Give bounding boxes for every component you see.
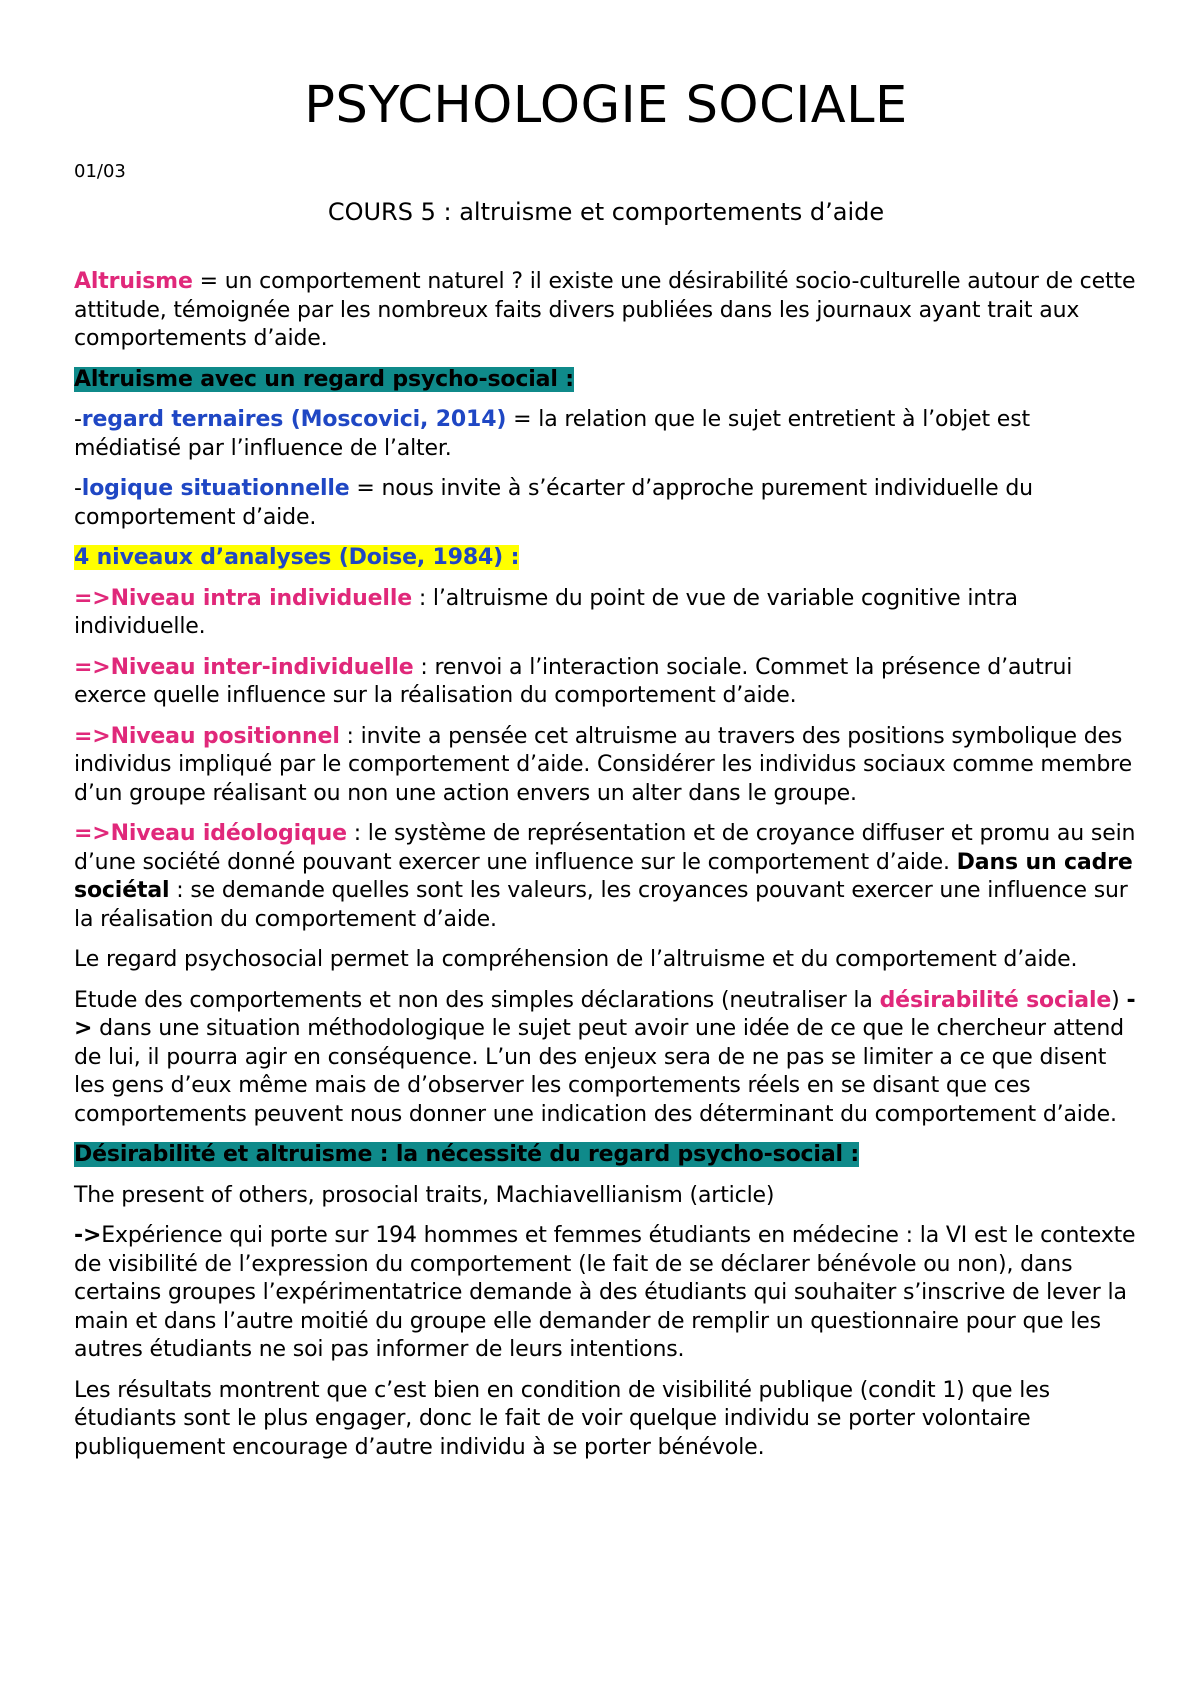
paragraph-logique-situationnelle: [74, 475, 1138, 532]
bold-phrase: Dans un cadre sociétal: [74, 849, 1133, 903]
paragraph-text: ): [1111, 987, 1127, 1013]
document-page: [74, 72, 1138, 1474]
term-desirabilite-sociale: désirabilité sociale: [879, 987, 1112, 1013]
dash: -: [74, 476, 82, 501]
term-regard-ternaires: regard ternaires (Moscovici, 2014): [81, 407, 507, 432]
paragraph-etude-comportements: [74, 987, 1138, 1130]
level-text: : invite a pensée cet altruisme au travers des positions symbolique des individus impliqué par le comportement d’aide. Considérer les individus sociaux comme membre d’un groupe réalisant ou non une action envers un alter dans le groupe.: [74, 723, 1132, 806]
paragraph-text: Expérience qui porte sur 194 hommes et femmes étudiants en médecine : la VI est le contexte de visibilité de l’expression du comportement (le fait de se déclarer bénévole ou non), dans certains groupes l’expérimentatrice demande à des étudiants qui souhaiter s’inscrive de lever la main et dans l’autre moitié du groupe elle demander de remplir un questionnaire pour que les autres étudiants ne soi pas informer de leurs intentions.: [74, 1223, 1136, 1362]
lecture-date: 01/03: [74, 161, 126, 182]
course-subtitle: COURS 5 : altruisme et comportements d’aide: [327, 198, 885, 226]
paragraph-text: = un comportement naturel ? il existe une désirabilité socio-culturelle autour de cette attitude, témoignée par les nombreux faits divers publiées dans les journaux ayant trait aux comportements d’aide.: [74, 269, 1136, 351]
paragraph-regard-psychosocial: Le regard psychosocial permet la compréhension de l’altruisme et du comportement d’aide.: [74, 947, 1078, 972]
level-text: : renvoi a l’interaction sociale. Commet la présence d’autrui exerce quelle influence sur la réalisation du comportement d’aide.: [74, 654, 1073, 708]
level-item: [74, 654, 1138, 711]
highlighted-heading: Désirabilité et altruisme : la nécessité du regard psycho-social :: [74, 1142, 860, 1167]
level-item: [74, 723, 1138, 809]
section-heading-desirabilite-altruisme: [74, 1141, 1138, 1170]
arrow-symbol: ->: [74, 987, 1136, 1041]
highlighted-heading: 4 niveaux d’analyses (Doise, 1984) :: [74, 545, 520, 570]
level-term: =>Niveau idéologique: [74, 821, 347, 846]
level-text: : le système de représentation et de croyance diffuser et promu au sein d’une société donné pouvant exercer une influence sur le comportement d’aide.: [74, 821, 1136, 875]
page-title: PSYCHOLOGIE SOCIALE: [304, 76, 908, 135]
arrow-symbol: ->: [74, 1223, 102, 1248]
level-term: =>Niveau inter-individuelle: [74, 654, 414, 680]
level-text: : se demande quelles sont les valeurs, les croyances pouvant exercer une influence sur la réalisation du comportement d’aide.: [74, 878, 1128, 932]
level-term: =>Niveau intra individuelle: [74, 585, 412, 611]
paragraph-experience: [74, 1222, 1138, 1365]
paragraph-text: = nous invite à s’écarter d’approche purement individuelle du comportement d’aide.: [74, 476, 1033, 530]
dash: -: [74, 407, 82, 432]
paragraph-altruisme-definition: [74, 268, 1138, 354]
paragraph-text: = la relation que le sujet entretient à l’objet est médiatisé par l’influence de l’alter.: [74, 407, 1030, 461]
term-logique-situationnelle: logique situationnelle: [81, 476, 350, 501]
level-item: [74, 820, 1138, 934]
section-heading-regard-psycho-social: [74, 366, 1138, 395]
paragraph-regard-ternaires: [74, 406, 1138, 463]
paragraph-text: dans une situation méthodologique le sujet peut avoir une idée de ce que le chercheur attend de lui, il pourra agir en conséquence. L’un des enjeux sera de ne pas se limiter a ce que disent les gens d’eux même mais de d’observer les comportements réels en se disant que ces comportements peuvent nous donner une indication des déterminant du comportement d’aide.: [74, 1016, 1124, 1127]
paragraph-article-reference: The present of others, prosocial traits, Machiavellianism (article): [74, 1182, 775, 1208]
level-text: : l’altruisme du point de vue de variable cognitive intra individuelle.: [74, 585, 1018, 639]
paragraph-resultats: Les résultats montrent que c’est bien en condition de visibilité publique (condit 1) que les étudiants sont le plus engager, donc le fait de voir quelque individu se porter volontaire publiquement encourage d’autre individu à se porter bénévole.: [74, 1377, 1050, 1460]
section-heading-niveaux-analyses: [74, 544, 1138, 573]
paragraph-text: Etude des comportements et non des simples déclarations (neutraliser la: [74, 987, 880, 1013]
level-term: =>Niveau positionnel: [74, 723, 340, 749]
level-item: [74, 585, 1138, 642]
highlighted-heading: Altruisme avec un regard psycho-social :: [74, 366, 574, 392]
term-altruisme: Altruisme: [74, 269, 193, 294]
